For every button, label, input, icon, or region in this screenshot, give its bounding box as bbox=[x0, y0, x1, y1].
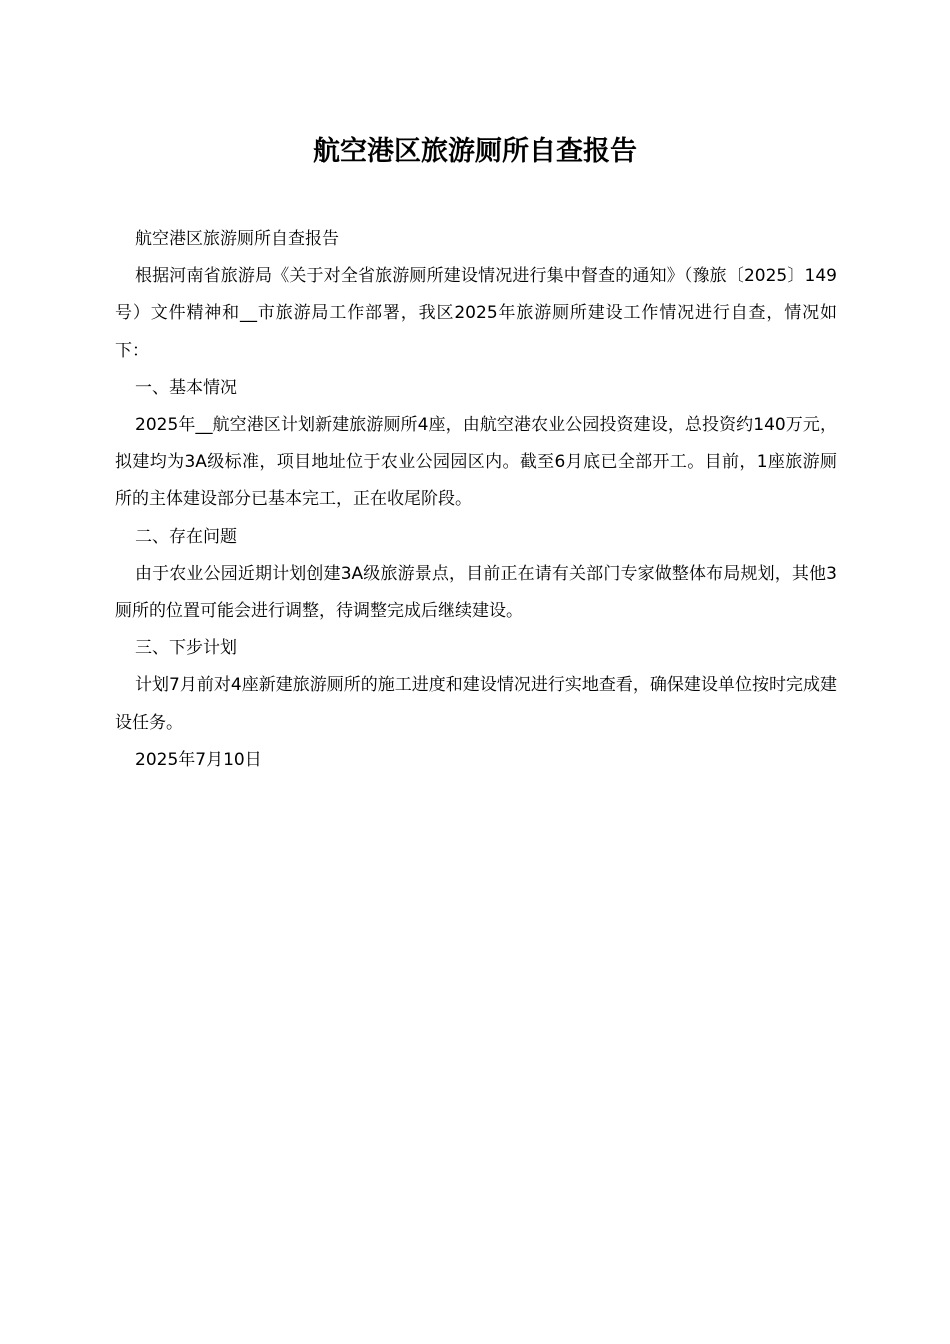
section-heading-basic-situation: 一、基本情况 bbox=[135, 377, 237, 398]
document-body bbox=[115, 221, 837, 779]
repeated-title-paragraph: 航空港区旅游厕所自查报告 bbox=[135, 229, 339, 249]
section-heading-existing-problems: 二、存在问题 bbox=[135, 526, 237, 547]
section-heading-next-plan: 三、下步计划 bbox=[135, 638, 237, 659]
existing-problems-paragraph: 由于农业公园近期计划创建3A级旅游景点，目前正在请有关部门专家做整体布局规划，其他3厕所的位置可能会进行调整，待调整完成后继续建设。 bbox=[115, 563, 837, 622]
next-plan-paragraph: 计划7月前对4座新建旅游厕所的施工进度和建设情况进行实地查看，确保建设单位按时完成建设任务。 bbox=[115, 675, 837, 733]
document-date: 2025年7月10日 bbox=[135, 749, 262, 770]
document-title: 航空港区旅游厕所自查报告 bbox=[313, 136, 637, 167]
basic-situation-paragraph: 2025年__航空港区计划新建旅游厕所4座，由航空港农业公园投资建设，总投资约140万元，拟建均为3A级标准，项目地址位于农业公园园区内。截至6月底已全部开工。目前，1座旅游厕所的主体建设部分已基本完工，正在收尾阶段。 bbox=[115, 415, 837, 510]
intro-paragraph: 根据河南省旅游局《关于对全省旅游厕所建设情况进行集中督查的通知》（豫旅〔2025〕149号）文件精神和__市旅游局工作部署，我区2025年旅游厕所建设工作情况进行自查，情况如下： bbox=[115, 266, 837, 361]
